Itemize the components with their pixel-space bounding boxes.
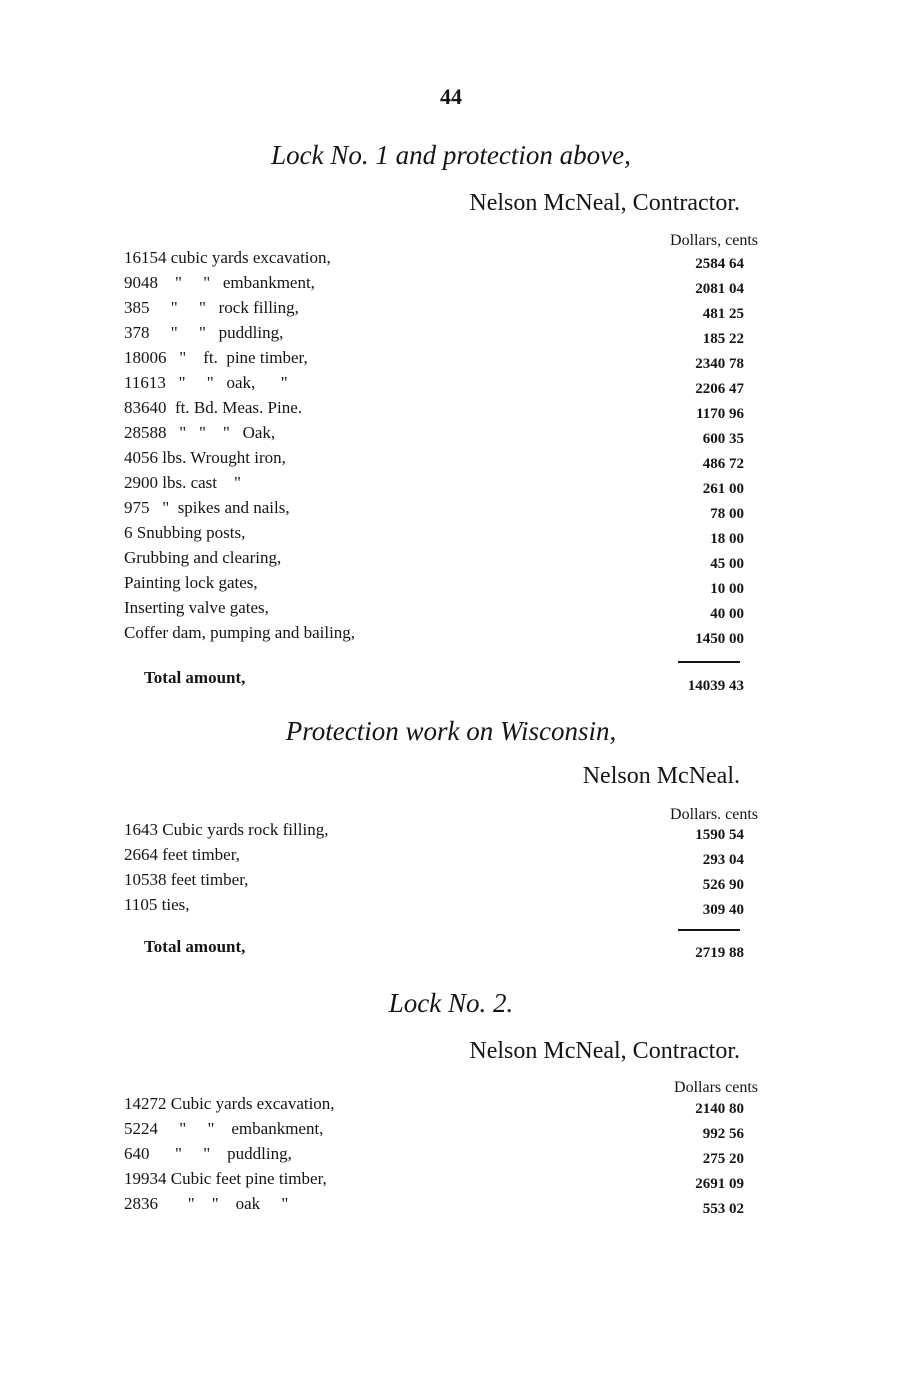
item-amount: 309 40 — [702, 902, 744, 918]
item-description: 9048 " " embankment, — [124, 273, 315, 292]
contractor-name: Nelson McNeal, Contractor. — [469, 190, 740, 216]
page-number: 44 — [440, 84, 462, 109]
contractor-name: Nelson McNeal, Contractor. — [469, 1038, 740, 1064]
item-amount: 275 20 — [702, 1151, 744, 1167]
item-description: Coffer dam, pumping and bailing, — [124, 623, 356, 642]
table-row — [124, 870, 764, 895]
table-row — [124, 398, 764, 423]
item-description: 385 " " rock filling, — [124, 298, 299, 317]
item-description: 10538 feet timber, — [124, 870, 249, 889]
table-row — [124, 845, 764, 870]
column-header: Dollars cents — [674, 1079, 758, 1096]
item-description: 4056 lbs. Wrought iron, — [124, 448, 286, 467]
table-row — [124, 1169, 764, 1194]
item-amount: 293 04 — [702, 852, 744, 868]
table-row — [124, 298, 764, 323]
item-amount: 45 00 — [710, 556, 744, 572]
table-row — [124, 1094, 764, 1119]
item-amount: 600 35 — [702, 431, 744, 447]
item-description: 28588 " " " Oak, — [124, 423, 276, 442]
contractor-name: Nelson McNeal. — [582, 763, 740, 789]
table-row — [124, 820, 764, 845]
item-description: Grubbing and clearing, — [124, 548, 282, 567]
table-row — [124, 248, 764, 273]
item-description: 2836 " " oak " — [124, 1194, 289, 1213]
table-row — [124, 323, 764, 348]
item-amount: 486 72 — [702, 456, 744, 472]
item-description: 1643 Cubic yards rock filling, — [124, 820, 329, 839]
item-amount: 18 00 — [710, 531, 744, 547]
column-header: Dollars, cents — [670, 232, 758, 249]
table-row — [124, 423, 764, 448]
item-description: 6 Snubbing posts, — [124, 523, 246, 542]
item-description: Inserting valve gates, — [124, 598, 269, 617]
table-row — [124, 598, 764, 623]
section-heading: Protection work on Wisconsin, — [285, 716, 617, 746]
item-amount: 261 00 — [702, 481, 744, 497]
section-heading: Lock No. 1 and protection above, — [271, 140, 631, 170]
item-amount: 992 56 — [702, 1126, 744, 1142]
item-description: 11613 " " oak, " — [124, 373, 288, 392]
item-description: 640 " " puddling, — [124, 1144, 292, 1163]
item-description: 2664 feet timber, — [124, 845, 240, 864]
table-row — [124, 523, 764, 548]
table-row — [124, 623, 764, 648]
total-amount: 14039 43 — [687, 678, 744, 694]
column-header: Dollars. cents — [670, 806, 758, 823]
total-rule — [678, 929, 740, 931]
total-rule — [678, 661, 740, 663]
item-description: 975 " spikes and nails, — [124, 498, 290, 517]
item-amount: 2140 80 — [695, 1101, 744, 1117]
item-description: 378 " " puddling, — [124, 323, 284, 342]
item-amount: 2340 78 — [695, 356, 744, 372]
section-heading: Lock No. 2. — [388, 988, 514, 1018]
table-row — [124, 573, 764, 598]
item-amount: 40 00 — [710, 606, 744, 622]
item-amount: 1450 00 — [695, 631, 744, 647]
table-row — [124, 373, 764, 398]
item-amount: 2691 09 — [695, 1176, 744, 1192]
table-row — [124, 448, 764, 473]
item-description: 18006 " ft. pine timber, — [124, 348, 308, 367]
item-description: 5224 " " embankment, — [124, 1119, 324, 1138]
total-label: Total amount, — [144, 937, 246, 956]
table-row — [124, 348, 764, 373]
item-amount: 2081 04 — [695, 281, 744, 297]
item-amount: 185 22 — [702, 331, 744, 347]
table-row — [124, 1119, 764, 1144]
item-description: Painting lock gates, — [124, 573, 258, 592]
item-amount: 553 02 — [702, 1201, 744, 1217]
table-row — [124, 548, 764, 573]
item-description: 19934 Cubic feet pine timber, — [124, 1169, 327, 1188]
item-amount: 1590 54 — [695, 827, 744, 843]
item-description: 16154 cubic yards excavation, — [124, 248, 331, 267]
item-amount: 481 25 — [702, 306, 744, 322]
table-row — [124, 473, 764, 498]
table-row — [124, 1194, 764, 1219]
total-row — [124, 668, 764, 693]
table-row — [124, 1144, 764, 1169]
item-amount: 526 90 — [702, 877, 744, 893]
item-description: 2900 lbs. cast " — [124, 473, 241, 492]
item-amount: 10 00 — [710, 581, 744, 597]
total-amount: 2719 88 — [695, 945, 744, 961]
table-row — [124, 273, 764, 298]
table-row — [124, 895, 764, 920]
total-label: Total amount, — [144, 668, 246, 687]
item-amount: 78 00 — [710, 506, 744, 522]
table-row — [124, 498, 764, 523]
item-description: 14272 Cubic yards excavation, — [124, 1094, 335, 1113]
item-description: 1105 ties, — [124, 895, 190, 914]
item-amount: 1170 96 — [696, 406, 744, 422]
item-amount: 2206 47 — [695, 381, 744, 397]
item-description: 83640 ft. Bd. Meas. Pine. — [124, 398, 303, 417]
item-amount: 2584 64 — [695, 256, 744, 272]
total-row — [124, 937, 764, 962]
